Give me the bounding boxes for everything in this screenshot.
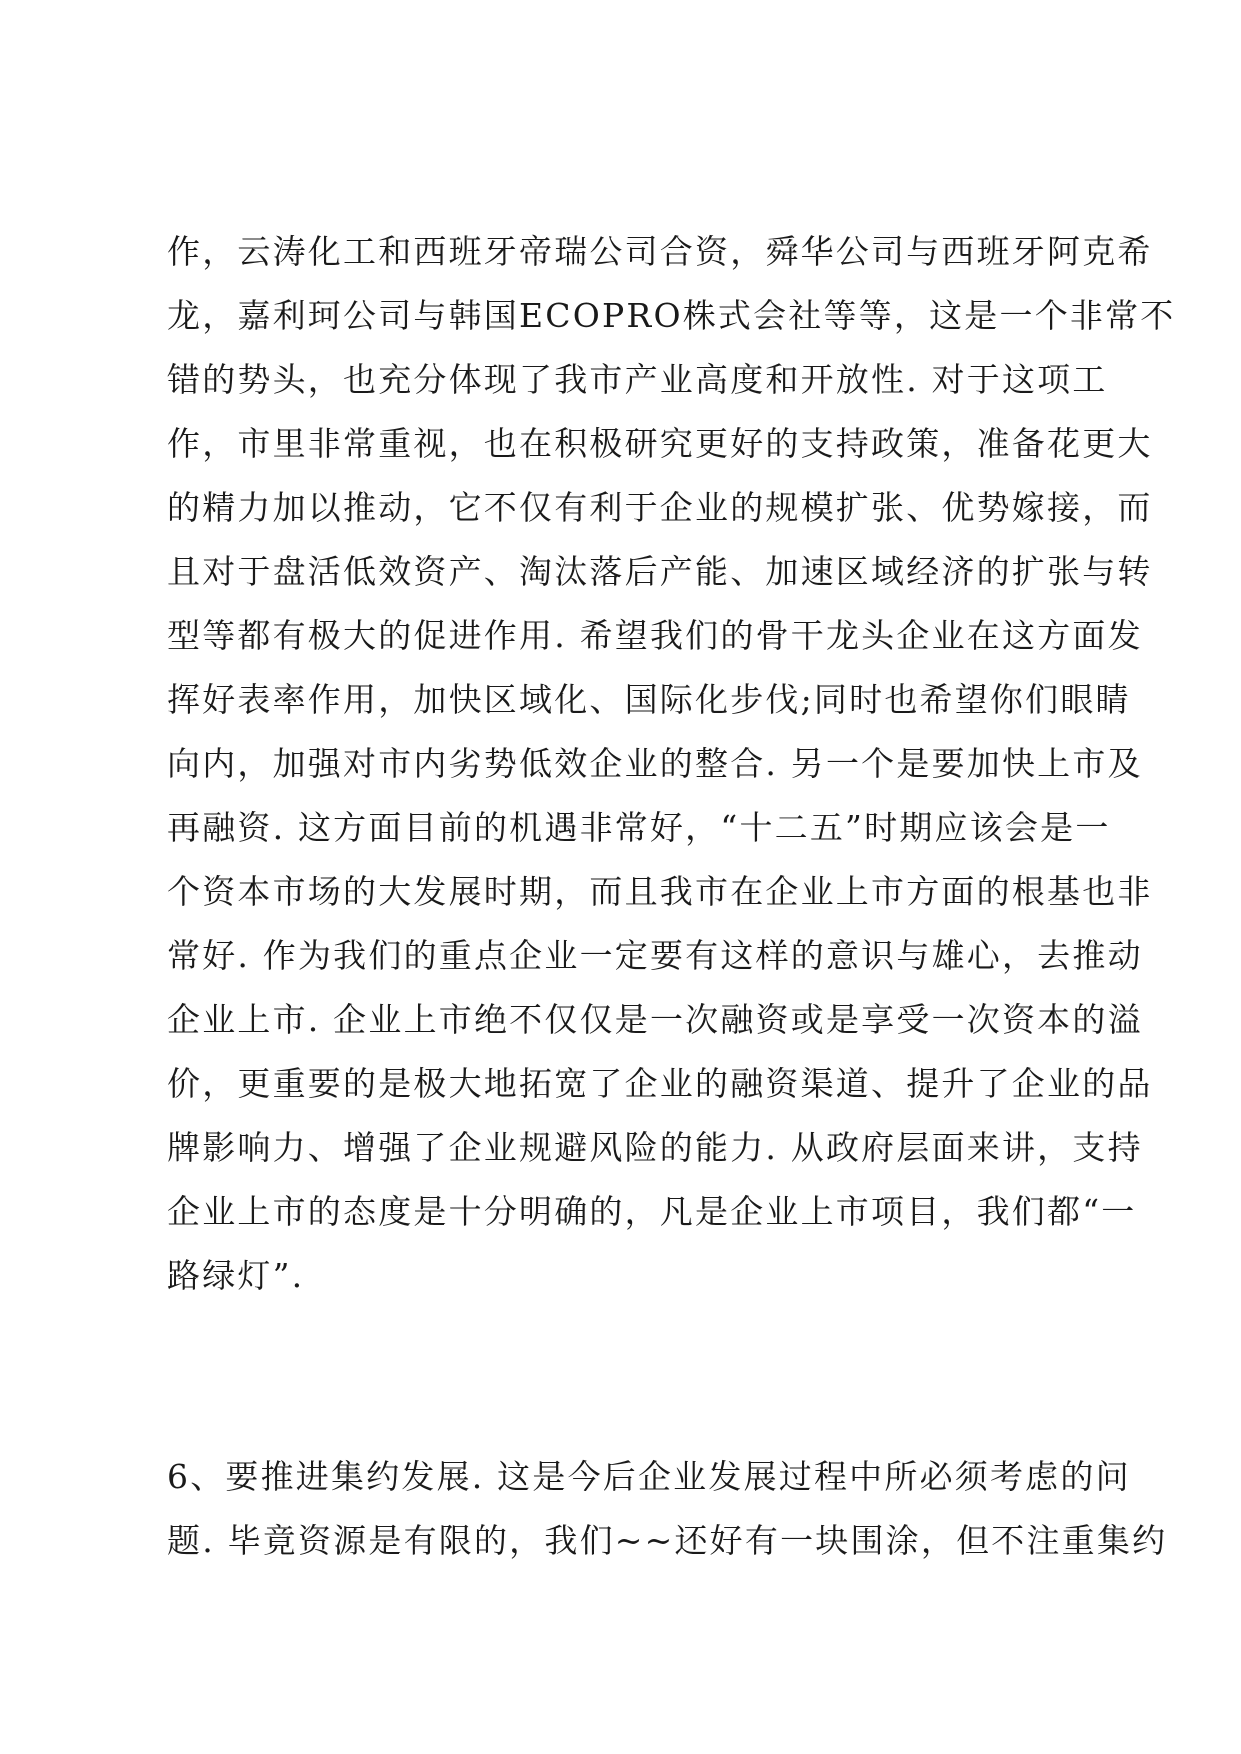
text-line: 挥好表率作用，加快区域化、国际化步伐;同时也希望你们眼睛 [167,680,1131,719]
text-line: 题. 毕竟资源是有限的，我们~~还好有一块围涂，但不注重集约 [167,1521,1168,1560]
text-line: 企业上市的态度是十分明确的，凡是企业上市项目，我们都“一 [167,1192,1137,1231]
text-line: 型等都有极大的促进作用. 希望我们的骨干龙头企业在这方面发 [167,616,1143,655]
text-line: 再融资. 这方面目前的机遇非常好，“十二五”时期应该会是一 [167,808,1111,847]
text-line: 个资本市场的大发展时期，而且我市在企业上市方面的根基也非 [167,872,1153,911]
text-line: 价，更重要的是极大地拓宽了企业的融资渠道、提升了企业的品 [167,1064,1153,1103]
paragraph-1 [167,220,1176,1308]
paragraph-2 [167,1445,1168,1573]
text-line: 牌影响力、增强了企业规避风险的能力. 从政府层面来讲，支持 [167,1128,1143,1167]
text-line: 常好. 作为我们的重点企业一定要有这样的意识与雄心，去推动 [167,936,1143,975]
text-line: 错的势头，也充分体现了我市产业高度和开放性. 对于这项工 [167,360,1108,399]
text-line: 6、要推进集约发展. 这是今后企业发展过程中所必须考虑的问 [167,1457,1131,1496]
text-line: 企业上市. 企业上市绝不仅仅是一次融资或是享受一次资本的溢 [167,1000,1143,1039]
text-line: 作，云涛化工和西班牙帝瑞公司合资，舜华公司与西班牙阿克希 [167,232,1153,271]
text-line: 的精力加以推动，它不仅有利于企业的规模扩张、优势嫁接，而 [167,488,1153,527]
text-line: 作，市里非常重视，也在积极研究更好的支持政策，准备花更大 [167,424,1153,463]
text-line: 且对于盘活低效资产、淘汰落后产能、加速区域经济的扩张与转 [167,552,1153,591]
text-line: 路绿灯”. [167,1256,305,1295]
text-line: 龙，嘉利珂公司与韩国ECOPRO株式会社等等，这是一个非常不 [167,296,1176,335]
text-line: 向内，加强对市内劣势低效企业的整合. 另一个是要加快上市及 [167,744,1143,783]
